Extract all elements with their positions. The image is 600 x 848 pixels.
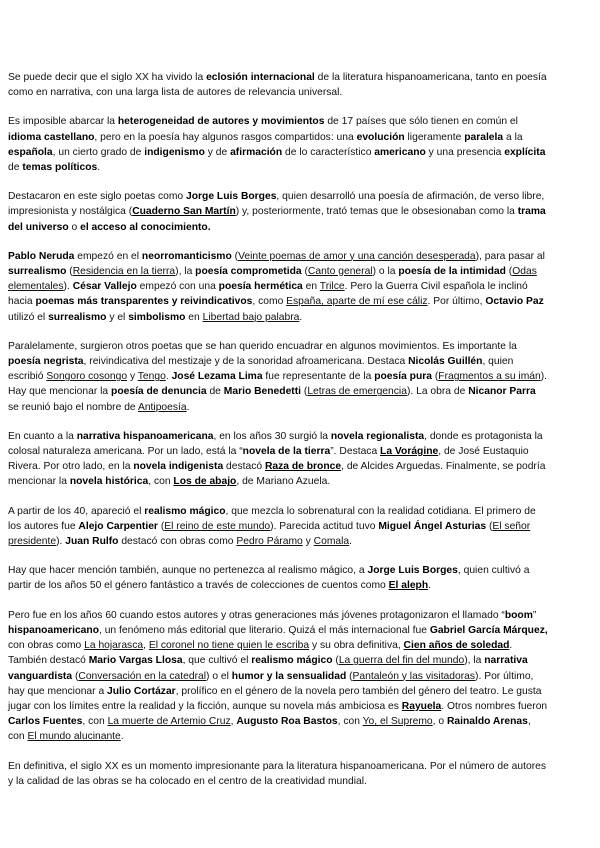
bold-underlined-title: Rayuela — [401, 700, 442, 712]
text-run: ). Por último, hay que mencionar a — [8, 670, 534, 697]
bold-text: Alejo Carpentier — [78, 520, 158, 532]
text-run: ( — [72, 670, 79, 682]
text-run: de la literatura hispanoamericana, tanto en poesía como en narrativa, con una larga lista de autores de relevancia universal. — [8, 72, 547, 99]
text-run: ) o el — [206, 670, 232, 682]
bold-text: novela de la tierra — [242, 446, 331, 458]
text-run: ( — [231, 250, 239, 262]
text-run: en — [302, 281, 320, 293]
text-run: , con — [8, 716, 531, 743]
underlined-title: Fragmentos a su imán — [438, 371, 541, 383]
text-run: , con — [82, 716, 108, 728]
bold-text: el acceso al conocimiento. — [80, 221, 211, 233]
bold-text: Pablo Neruda — [8, 250, 75, 262]
bold-text: realismo mágico — [144, 505, 226, 517]
underlined-title: El reino de este mundo — [164, 520, 271, 532]
bold-text: poesía hermética — [218, 281, 303, 293]
underlined-title: El señor presidente — [8, 520, 531, 548]
text-run: . — [165, 371, 172, 383]
text-run: de — [8, 162, 23, 174]
text-run: ). Hay que mencionar la — [8, 371, 548, 398]
bold-text: narrativa vanguardista — [8, 655, 528, 682]
text-run: y — [302, 536, 314, 548]
text-run: En cuanto a la — [8, 430, 77, 442]
text-run: . — [186, 401, 190, 413]
text-run: , con — [337, 716, 363, 728]
paragraph-3 — [8, 189, 548, 235]
text-run: . Otros nombres fueron — [441, 700, 548, 712]
bold-text: hispanoamericano — [8, 624, 99, 636]
text-run: , de José Eustaquio Rivera. Por otro lado, en la — [8, 446, 529, 473]
text-run: , quien cultivó a partir de los años 50 el género fantástico a través de colecciones de cuentos como — [8, 565, 530, 592]
underlined-title: La hojarasca — [84, 640, 144, 652]
bold-text: novela histórica — [69, 476, 149, 488]
bold-text: heterogeneidad de autores y movimientos — [117, 116, 325, 128]
text-run: . — [428, 580, 431, 592]
text-run: o — [68, 221, 81, 233]
bold-text: narrativa hispanoamericana — [76, 430, 214, 442]
bold-text: humor y la sensualidad — [231, 670, 347, 682]
underlined-title: Songoro cosongo — [46, 371, 128, 383]
paragraph-1 — [8, 70, 548, 100]
text-run: con obras como — [8, 640, 85, 652]
bold-underlined-title: Raza de bronce — [264, 461, 342, 473]
bold-text: evolución — [356, 131, 405, 143]
bold-text: española — [8, 146, 53, 158]
underlined-title: Pedro Páramo — [236, 536, 303, 548]
bold-text: Juan Rulfo — [65, 536, 119, 548]
text-run: , pero en la poesía hay algunos rasgos compartidos: una — [94, 131, 357, 143]
text-run: , de Alcides Arguedas. Finalmente, se podría mencionar la — [8, 461, 546, 488]
bold-text: poemas más transparentes y reivindicativos — [35, 296, 253, 308]
bold-text: José Lezama Lima — [171, 371, 263, 383]
text-run: ”. Destaca — [330, 446, 381, 458]
underlined-title: Yo, el Supremo — [362, 716, 433, 728]
text-run: . — [299, 311, 303, 323]
text-run: de — [206, 386, 224, 398]
bold-text: novela regionalista — [330, 430, 425, 442]
text-run: ), la — [175, 266, 196, 278]
text-run: ( — [66, 266, 73, 278]
text-run: ( — [486, 520, 493, 532]
bold-text: poesía de denuncia — [111, 386, 207, 398]
text-run: Destacaron en este siglo poetas como — [8, 191, 187, 203]
bold-underlined-title: El aleph — [388, 580, 429, 592]
bold-text: Mario Vargas Llosa — [88, 655, 183, 667]
bold-text: trama del universo — [8, 206, 546, 233]
bold-text: Octavio Paz — [485, 296, 544, 308]
underlined-title: Veinte poemas de amor y una canción desesperada — [238, 250, 476, 262]
text-run: y de — [204, 146, 231, 158]
paragraph-8 — [8, 563, 548, 593]
underlined-title: Tengo — [137, 371, 166, 383]
bold-text: eclosión internacional — [206, 72, 315, 83]
text-run: y su obra definitiva, — [309, 640, 404, 652]
bold-underlined-title: Cuaderno San Martín — [132, 206, 236, 218]
text-run: destacó — [223, 461, 265, 473]
paragraph-4 — [8, 249, 548, 325]
text-run: . Por último, — [427, 296, 486, 308]
text-run: , de Mariano Azuela. — [236, 476, 331, 488]
text-run: de lo característico — [282, 146, 375, 158]
bold-text: afirmación — [230, 146, 283, 158]
bold-text: Carlos Fuentes — [8, 716, 83, 728]
underlined-title: Residencia en la tierra — [72, 266, 176, 278]
bold-text: surrealismo — [8, 266, 67, 278]
text-run: de 17 países que sólo tienen en común el — [324, 116, 518, 128]
text-run: empezó en el — [74, 250, 142, 262]
text-run: , quien escribió — [8, 356, 514, 383]
bold-text: César Vallejo — [72, 281, 137, 293]
text-run: ) y, posteriormente, trató temas que le obsesionaban como la — [235, 206, 518, 218]
document-body — [8, 70, 548, 789]
text-run: ), para pasar al — [475, 250, 545, 262]
bold-text: poesía negrista — [8, 356, 84, 368]
paragraph-9 — [8, 608, 548, 745]
underlined-title: Odas elementales — [8, 266, 537, 293]
text-run: ) o la — [372, 266, 399, 278]
bold-text: realismo mágico — [251, 655, 333, 667]
text-run: ). — [56, 536, 66, 548]
paragraph-7 — [8, 504, 548, 550]
text-run: ( — [332, 655, 339, 667]
underlined-title: Conversación en la catedral — [78, 670, 207, 682]
underlined-title: Libertad bajo palabra — [202, 311, 300, 323]
bold-text: Mario Benedetti — [223, 386, 302, 398]
underlined-title: La muerte de Artemio Cruz — [107, 716, 231, 728]
text-run: , donde es protagonista la colosal naturaleza americana. Por un lado, está la “ — [8, 430, 543, 458]
text-run: fue representante de la — [262, 371, 375, 383]
text-run: Es imposible abarcar la — [8, 116, 118, 128]
underlined-title: Antipoesía — [137, 401, 187, 413]
bold-text: Gabriel García Márquez, — [429, 624, 548, 636]
underlined-title: Pantaleón y las visitadoras — [352, 670, 476, 682]
bold-text: Augusto Roa Bastos — [236, 716, 338, 728]
text-run: , — [143, 640, 149, 652]
text-run: y el — [106, 311, 129, 323]
bold-text: Rainaldo Arenas — [446, 716, 528, 728]
text-run: , un cierto grado de — [52, 146, 145, 158]
text-run: , como — [252, 296, 287, 308]
text-run: ). La obra de — [406, 386, 469, 398]
text-run: Hay que hacer mención también, aunque no pertenezca al realismo mágico, a — [8, 565, 368, 577]
bold-text: idioma castellano — [8, 131, 95, 143]
bold-text: explícita — [504, 146, 546, 158]
text-run: Paralelamente, surgieron otros poetas que se han querido encuadrar en algunos movimientos. Es importante la — [8, 340, 517, 352]
text-run: y — [127, 371, 138, 383]
text-run: , o — [432, 716, 447, 728]
underlined-title: Comala — [313, 536, 350, 548]
text-run: , un fenómeno más editorial que literario. Quizá el más internacional fue — [98, 624, 430, 636]
text-run: ( — [432, 371, 439, 383]
bold-text: surrealismo — [48, 311, 107, 323]
bold-text: neorromanticismo — [141, 250, 232, 262]
bold-text: Julio Cortázar — [107, 685, 176, 697]
text-run: ” — [532, 609, 537, 621]
text-run: ). Parecida actitud tuvo — [270, 520, 379, 532]
bold-text: simbolismo — [128, 311, 186, 323]
text-run: destacó con obras como — [118, 536, 237, 548]
text-run: , que mezcla lo sobrenatural con la realidad cotidiana. El primero de los autores fue — [8, 505, 536, 532]
text-run: ). — [63, 281, 73, 293]
paragraph-2 — [8, 114, 548, 175]
bold-text: Jorge Luis Borges — [367, 565, 458, 577]
bold-text: poesía pura — [374, 371, 432, 383]
text-run: , reivindicativa del mestizaje y de la sonoridad afroamericana. Destaca — [83, 356, 409, 368]
bold-underlined-title: La Vorágine — [380, 446, 439, 458]
paragraph-6 — [8, 429, 548, 490]
paragraph-5 — [8, 339, 548, 415]
bold-text: Jorge Luis Borges — [186, 191, 277, 203]
text-run: ( — [301, 386, 308, 398]
text-run: y una presencia — [425, 146, 505, 158]
bold-text: poesía de la intimidad — [398, 266, 506, 278]
text-run: . — [349, 536, 353, 548]
text-run: ( — [346, 670, 353, 682]
bold-text: temas políticos — [22, 162, 98, 174]
text-run: , — [230, 716, 237, 728]
bold-text: americano — [374, 146, 426, 158]
text-run: Se puede decir que el siglo XX ha vivido la — [8, 72, 207, 83]
bold-text: poesía comprometida — [195, 266, 302, 278]
text-run: utilizó el — [8, 311, 49, 323]
bold-text: boom — [504, 609, 533, 621]
bold-text: Miguel Ángel Asturias — [378, 520, 487, 532]
bold-underlined-title: Los de abajo — [173, 476, 237, 488]
underlined-title: Letras de emergencia — [307, 386, 407, 398]
bold-text: novela indigenista — [133, 461, 224, 473]
text-run: en — [185, 311, 203, 323]
text-run: , en los años 30 surgió la — [213, 430, 331, 442]
text-run: , que cultivó el — [182, 655, 252, 667]
text-run: ligeramente — [404, 131, 465, 143]
bold-text: indigenismo — [144, 146, 205, 158]
text-run: a la — [503, 131, 523, 143]
underlined-title: España, aparte de mí ese cáliz — [286, 296, 428, 308]
text-run: . También destacó — [8, 640, 513, 667]
underlined-title: Trilce — [319, 281, 345, 293]
text-run: ( — [301, 266, 308, 278]
text-run: . — [97, 162, 101, 174]
text-run: ( — [157, 520, 165, 532]
text-run: empezó con una — [136, 281, 219, 293]
underlined-title: Canto general — [307, 266, 373, 278]
paragraph-10 — [8, 759, 548, 789]
text-run: , quien desarrolló una poesía de afirmación, de verso libre, impresionista y nostálgica ( — [8, 191, 545, 218]
text-run: se reunió bajo el nombre de — [8, 401, 138, 413]
underlined-title: El mundo alucinante — [27, 731, 121, 743]
bold-text: Nicolás Guillén — [408, 356, 483, 368]
text-run: , con — [148, 476, 174, 488]
underlined-title: El coronel no tiene quien le escriba — [148, 640, 310, 652]
bold-underlined-title: Cien años de soledad — [403, 640, 510, 652]
bold-text: paralela — [464, 131, 504, 143]
text-run: . Pero la Guerra Civil española le inclinó hacia — [8, 281, 528, 308]
text-run: En definitiva, el siglo XX es un momento impresionante para la literatura hispanoamericana. Por el número de autores y la calidad de las obras se ha colocado en el centro de la creatividad mundial. — [8, 760, 547, 787]
text-run: , prolífico en el género de la novela pero también del género del teatro. Le gusta jugar con los límites entre la realidad y la ficción, aunque su novela más ambiciosa es — [8, 685, 542, 712]
text-run: . — [120, 731, 124, 743]
text-run: ), la — [464, 655, 485, 667]
text-run: A partir de los 40, apareció el — [8, 505, 145, 517]
text-run: Pero fue en los años 60 cuando estos autores y otras generaciones más jóvenes protagonizaron el llamado “ — [8, 609, 505, 621]
bold-text: Nicanor Parra — [468, 386, 536, 398]
text-run: ( — [505, 266, 513, 278]
underlined-title: La guerra del fin del mundo — [338, 655, 465, 667]
